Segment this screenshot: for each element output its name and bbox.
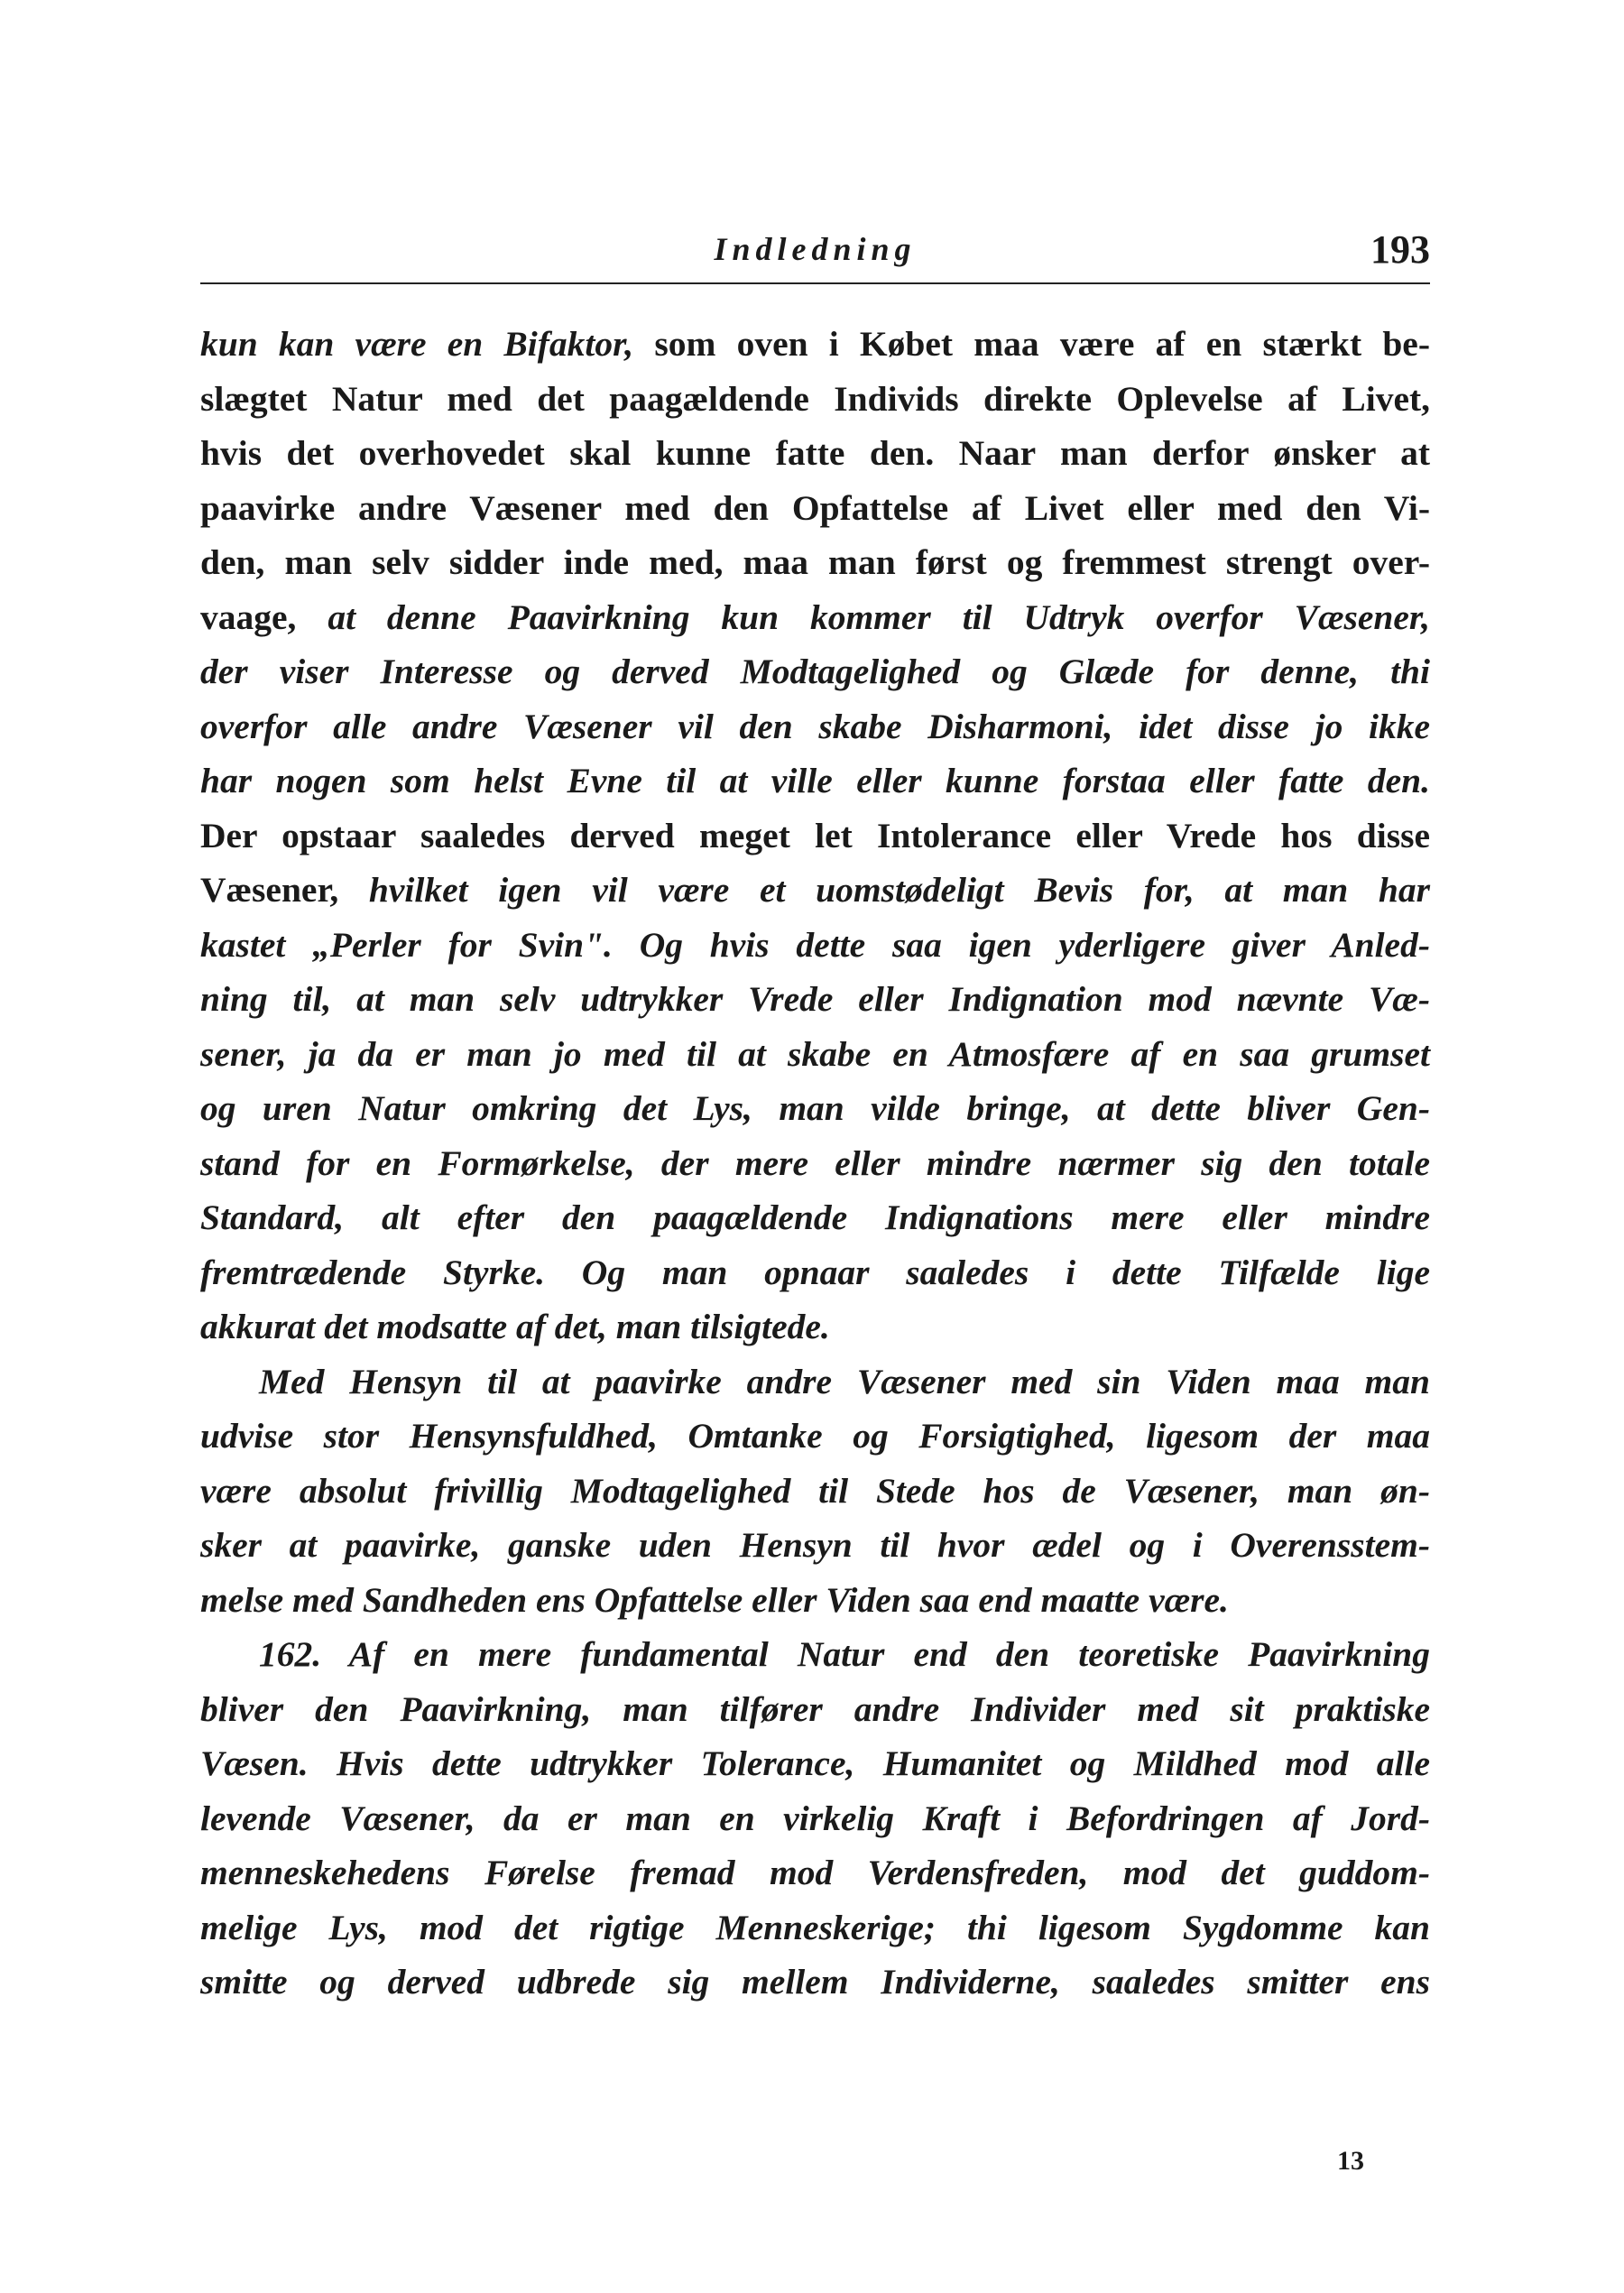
running-header xyxy=(200,227,1430,284)
text-line xyxy=(200,863,1430,918)
text-line xyxy=(200,1845,1430,1900)
italic-text: bliver den Paavirkning, man tilfører andre Individer med sit praktiske xyxy=(200,1688,1430,1729)
text-line xyxy=(200,1299,1430,1355)
roman-text: vaage, xyxy=(200,596,328,637)
italic-text: udvise stor Hensynsfuldhed, Omtanke og Forsigtighed, ligesom der maa xyxy=(200,1416,1430,1456)
italic-text: akkurat det modsatte af det, man tilsigtede. xyxy=(200,1307,830,1346)
text-line xyxy=(200,1409,1430,1464)
italic-text: være absolut frivillig Modtagelighed til Stede hos de Væsener, man øn- xyxy=(200,1470,1430,1511)
italic-text: der viser Interesse og derved Modtagelighed og Glæde for denne, thi xyxy=(200,652,1430,691)
italic-text: og uren Natur omkring det Lys, man vilde bringe, at dette bliver Gen- xyxy=(200,1088,1430,1128)
italic-text: smitte og derved udbrede sig mellem Individerne, saaledes smitter ens xyxy=(200,1962,1430,2002)
italic-text: 162. Af en mere fundamental Natur end den teoretiske Paavirkning xyxy=(259,1634,1430,1674)
text-line xyxy=(200,317,1430,372)
italic-text: overfor alle andre Væsener vil den skabe Disharmoni, idet disse jo ikke xyxy=(200,706,1430,746)
text-line xyxy=(200,1355,1430,1410)
italic-text: ning til, at man selv udtrykker Vrede eller Indignation mod nævnte Væ- xyxy=(200,979,1430,1019)
italic-text: sener, ja da er man jo med til at skabe en Atmosfære af en saa grumset xyxy=(200,1033,1430,1074)
text-line xyxy=(200,918,1430,973)
text-line xyxy=(200,644,1430,699)
signature-mark: 13 xyxy=(1337,2146,1364,2176)
italic-text: fremtrædende Styrke. Og man opnaar saaledes i dette Tilfælde lige xyxy=(200,1252,1430,1292)
text-line xyxy=(200,1190,1430,1245)
text-line xyxy=(200,1900,1430,1956)
text-line xyxy=(200,1573,1430,1628)
text-line xyxy=(200,590,1430,645)
italic-text: levende Væsener, da er man en virkelig Kraft i Befordringen af Jord- xyxy=(200,1798,1430,1838)
page-number: 193 xyxy=(1370,227,1430,272)
italic-text: hvilket igen vil være et uomstødeligt Bevis for, at man har xyxy=(368,870,1430,910)
italic-text: menneskehedens Førelse fremad mod Verdensfreden, mod det guddom- xyxy=(200,1853,1430,1892)
italic-text: melse med Sandheden ens Opfattelse eller Viden saa end maatte være. xyxy=(200,1579,1229,1620)
text-line xyxy=(200,1627,1430,1682)
roman-text: som oven i Købet maa være af en stærkt be- xyxy=(633,324,1430,364)
text-line xyxy=(200,972,1430,1027)
text-line xyxy=(200,535,1430,590)
text-line xyxy=(200,809,1430,864)
italic-text: melige Lys, mod det rigtige Menneskerige; thi ligesom Sygdomme kan xyxy=(200,1907,1430,1947)
body-text xyxy=(200,317,1430,2010)
italic-text: stand for en Formørkelse, der mere eller mindre nærmer sig den totale xyxy=(200,1142,1430,1183)
italic-text: at denne Paavirkning kun kommer til Udtryk overfor Væsener, xyxy=(328,596,1430,637)
italic-text: Standard, alt efter den paagældende Indignations mere eller mindre xyxy=(200,1197,1430,1237)
text-line xyxy=(200,481,1430,536)
text-line xyxy=(200,426,1430,481)
roman-text: den, man selv sidder inde med, maa man først og fremmest strengt over- xyxy=(200,542,1430,582)
roman-text: slægtet Natur med det paagældende Individs direkte Oplevelse af Livet, xyxy=(200,378,1430,419)
running-title: Indledning xyxy=(714,231,917,267)
italic-text: Væsen. Hvis dette udtrykker Tolerance, Humanitet og Mildhed mod alle xyxy=(200,1743,1430,1783)
text-line xyxy=(200,1136,1430,1191)
italic-text: har nogen som helst Evne til at ville eller kunne forstaa eller fatte den. xyxy=(200,761,1430,800)
italic-text: sker at paavirke, ganske uden Hensyn til hvor ædel og i Overensstem- xyxy=(200,1525,1430,1565)
text-line xyxy=(200,1245,1430,1300)
roman-text: paavirke andre Væsener med den Opfattelse af Livet eller med den Vi- xyxy=(200,487,1430,528)
italic-text: Med Hensyn til at paavirke andre Væsener med sin Viden maa man xyxy=(259,1361,1430,1401)
italic-text: kun kan være en Bifaktor, xyxy=(200,324,634,364)
text-line xyxy=(200,1682,1430,1737)
header-rule xyxy=(200,282,1430,284)
text-line xyxy=(200,699,1430,754)
roman-text: hvis det overhovedet skal kunne fatte den. Naar man derfor ønsker at xyxy=(200,433,1430,473)
text-line xyxy=(200,1791,1430,1846)
text-line xyxy=(200,1081,1430,1136)
text-line xyxy=(200,1518,1430,1573)
text-line xyxy=(200,754,1430,809)
text-line xyxy=(200,1027,1430,1082)
page xyxy=(200,227,1430,2010)
roman-text: Væsener, xyxy=(200,870,369,910)
roman-text: Der opstaar saaledes derved meget let Intolerance eller Vrede hos disse xyxy=(200,815,1430,855)
text-line xyxy=(200,1464,1430,1519)
italic-text: kastet „Perler for Svin". Og hvis dette saa igen yderligere giver Anled- xyxy=(200,924,1430,965)
text-line xyxy=(200,1736,1430,1791)
text-line xyxy=(200,372,1430,427)
text-line xyxy=(200,1955,1430,2010)
